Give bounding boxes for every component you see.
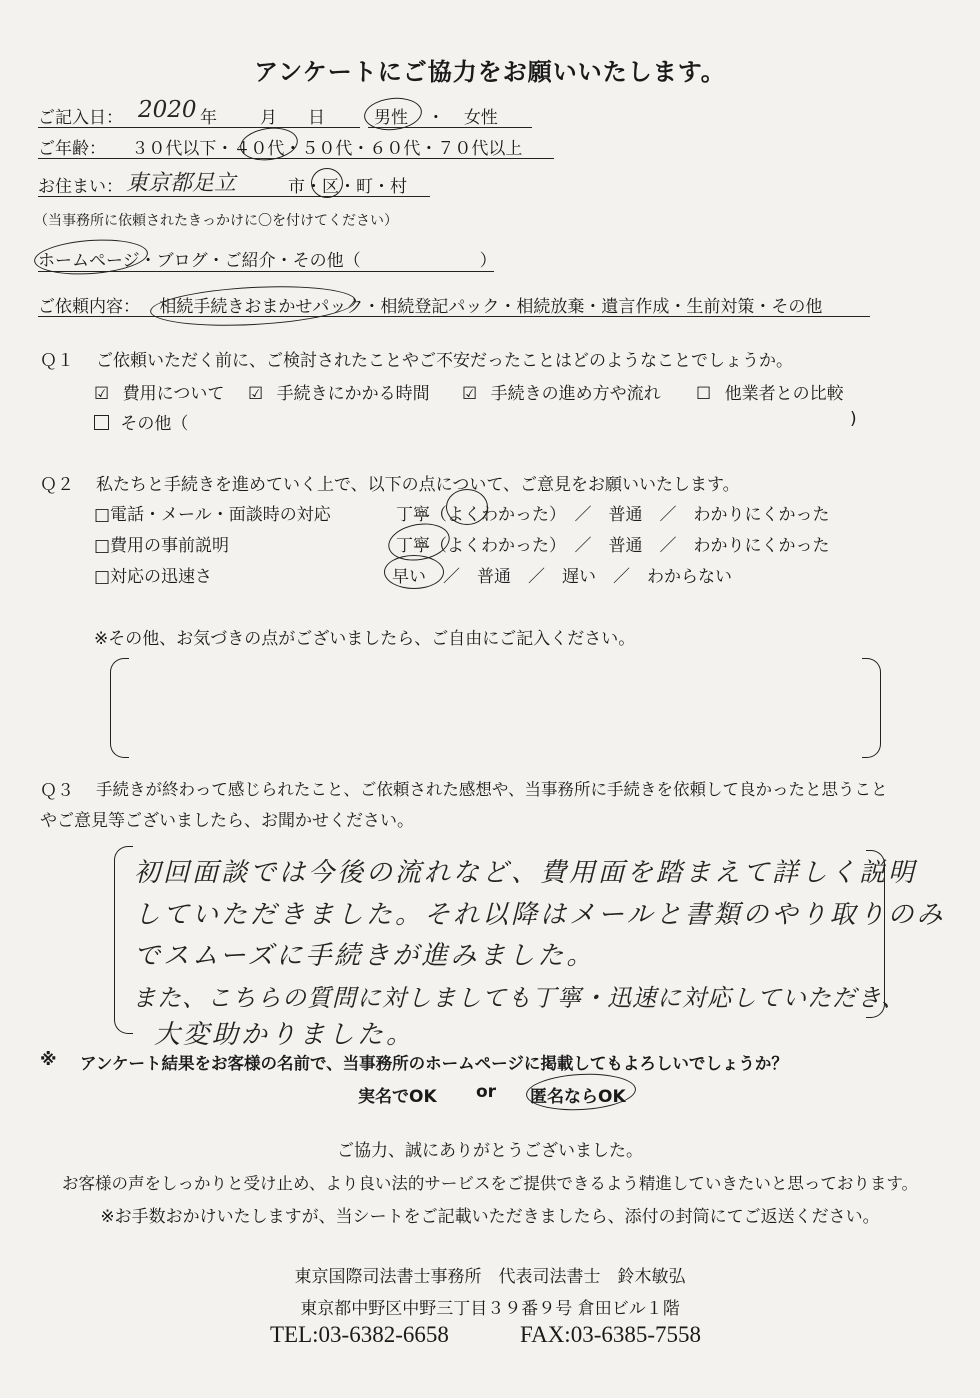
closing-thanks: ご協力、誠にありがとうございました。 bbox=[337, 1141, 643, 1161]
q3-answer-line-1: 初回面談では今後の流れなど、費用面を踏まえて詳しく説明 bbox=[134, 858, 918, 888]
q3-answer-line-4: また、こちらの質問に対しましても丁寧・迅速に対応していただき、 bbox=[132, 984, 907, 1012]
q2-comment-box-left bbox=[110, 658, 129, 758]
q1-check-3[interactable]: ☑ bbox=[462, 384, 478, 404]
q2-question: 私たちと手続きを進めていく上で、以下の点について、ご意見をお願いいたします。 bbox=[96, 475, 740, 495]
address-row bbox=[38, 172, 430, 197]
q1-other-close: ) bbox=[850, 409, 857, 429]
q1-other bbox=[94, 409, 188, 434]
date-label: ご記入日： bbox=[38, 108, 123, 128]
q1-other-label: その他（ bbox=[120, 414, 189, 434]
q1-other-checkbox[interactable] bbox=[94, 415, 109, 430]
date-row bbox=[38, 97, 360, 128]
closing-line3: ※お手数おかけいたしますが、当シートをご記載いただきましたら、添付の封筒にてご返送ください。 bbox=[100, 1207, 880, 1227]
q2-row-answers-1: 丁寧（よくわかった） ／ 普通 ／ わかりにくかった bbox=[396, 505, 830, 525]
gender-sep: ・ bbox=[427, 108, 445, 128]
address-value: 東京都足立 bbox=[126, 171, 237, 196]
address-units: 市・区・町・村 bbox=[288, 177, 407, 197]
office-address: 東京都中野区中野三丁目３９番９号 倉田ビル１階 bbox=[300, 1299, 680, 1319]
trigger-instruction: （当事務所に依頼されたきっかけに〇を付けてください） bbox=[34, 213, 398, 229]
q1-label-4: 他業者との比較 bbox=[724, 384, 844, 404]
q3-answer-line-5: 大変助かりました。 bbox=[154, 1020, 416, 1050]
month-unit: 月 bbox=[260, 108, 277, 128]
q2-row-answers-3: 早い ／ 普通 ／ 遅い ／ わからない bbox=[392, 567, 732, 587]
q1-option-4 bbox=[696, 379, 844, 404]
q2-comment-box-right bbox=[862, 658, 881, 758]
office-fax: FAX:03-6385-7558 bbox=[520, 1322, 702, 1347]
q2-row-item-3: □対応の迅速さ bbox=[94, 567, 213, 587]
q2-answer-circle-1 bbox=[446, 489, 488, 525]
q1-check-4[interactable]: ☐ bbox=[696, 384, 712, 404]
q1-number: Ｑ１ bbox=[40, 351, 74, 371]
q1-check-1[interactable]: ☑ bbox=[94, 384, 110, 404]
q1-label-3: 手続きの進め方や流れ bbox=[490, 384, 661, 404]
q1-option-2 bbox=[248, 379, 430, 404]
q2-row-item-1: □電話・メール・面談時の対応 bbox=[94, 505, 331, 525]
year-unit: 年 bbox=[200, 108, 217, 128]
q1-question: ご依頼いただく前に、ご検討されたことやご不安だったことはどのようなことでしょうか。 bbox=[96, 351, 793, 371]
office-tel: TEL:03-6382-6658 bbox=[270, 1322, 449, 1347]
q2-number: Ｑ２ bbox=[40, 475, 74, 495]
office-name: 東京国際司法書士事務所 代表司法書士 鈴木敏弘 bbox=[294, 1267, 686, 1287]
q2-comment-prompt: ※その他、お気づきの点がございましたら、ご自由にご記入ください。 bbox=[94, 629, 636, 649]
page-title: アンケートにご協力をお願いいたします。 bbox=[254, 58, 726, 86]
publish-question: アンケート結果をお客様の名前で、当事務所のホームページに掲載してもよろしいでしょうか？ bbox=[80, 1054, 788, 1073]
q3-answer-line-3: でスムーズに手続きが進みました。 bbox=[134, 941, 596, 971]
q3-answer-box-left bbox=[114, 846, 133, 1034]
trigger-options: ホームページ・ブログ・ご紹介・その他（ ） bbox=[38, 246, 494, 272]
age-options: ３０代以下・４０代・５０代・６０代・７０代以上 bbox=[131, 139, 523, 159]
publish-or: or bbox=[476, 1082, 497, 1102]
q3-question-line1: 手続きが終わって感じられたこと、ご依頼された感想や、当事務所に手続きを依頼して良かったと思うこと bbox=[96, 780, 888, 799]
year-value: 2020 bbox=[138, 97, 197, 123]
q1-option-3 bbox=[462, 379, 661, 404]
address-label: お住まい： bbox=[38, 177, 123, 197]
closing-line2: お客様の声をしっかりと受け止め、より良い法的サービスをご提供できるよう精進していきたいと思っております。 bbox=[61, 1174, 919, 1193]
publish-option-real[interactable]: 実名でOK bbox=[358, 1087, 437, 1107]
age-label: ご年齢： bbox=[38, 139, 106, 159]
q1-check-2[interactable]: ☑ bbox=[248, 384, 264, 404]
q1-label-1: 費用について bbox=[122, 384, 225, 404]
day-unit: 日 bbox=[308, 108, 325, 128]
ward-circle bbox=[311, 168, 343, 198]
gender-male: 男性 bbox=[374, 108, 408, 128]
q2-answer-circle-3 bbox=[384, 555, 444, 589]
gender-female: 女性 bbox=[463, 108, 498, 128]
q3-question-line2: やご意見等ございましたら、お聞かせください。 bbox=[40, 811, 414, 831]
publish-option-anon[interactable]: 匿名ならOK bbox=[530, 1087, 626, 1107]
publish-mark: ※ bbox=[40, 1050, 57, 1070]
q1-option-1 bbox=[94, 379, 224, 404]
q1-label-2: 手続きにかかる時間 bbox=[276, 384, 430, 404]
q2-row-answers-2: 丁寧（よくわかった） ／ 普通 ／ わかりにくかった bbox=[396, 536, 830, 556]
q3-answer-line-2: していただきました。それ以降はメールと書類のやり取りのみ bbox=[134, 900, 946, 930]
q2-row-item-2: □費用の事前説明 bbox=[94, 536, 230, 556]
request-label: ご依頼内容： bbox=[38, 297, 140, 317]
q3-number: Ｑ３ bbox=[40, 781, 74, 801]
package-circle bbox=[149, 282, 357, 331]
request-options: 相続手続きおまかせパック・相続登記パック・相続放棄・遺言作成・生前対策・その他 bbox=[159, 297, 823, 317]
